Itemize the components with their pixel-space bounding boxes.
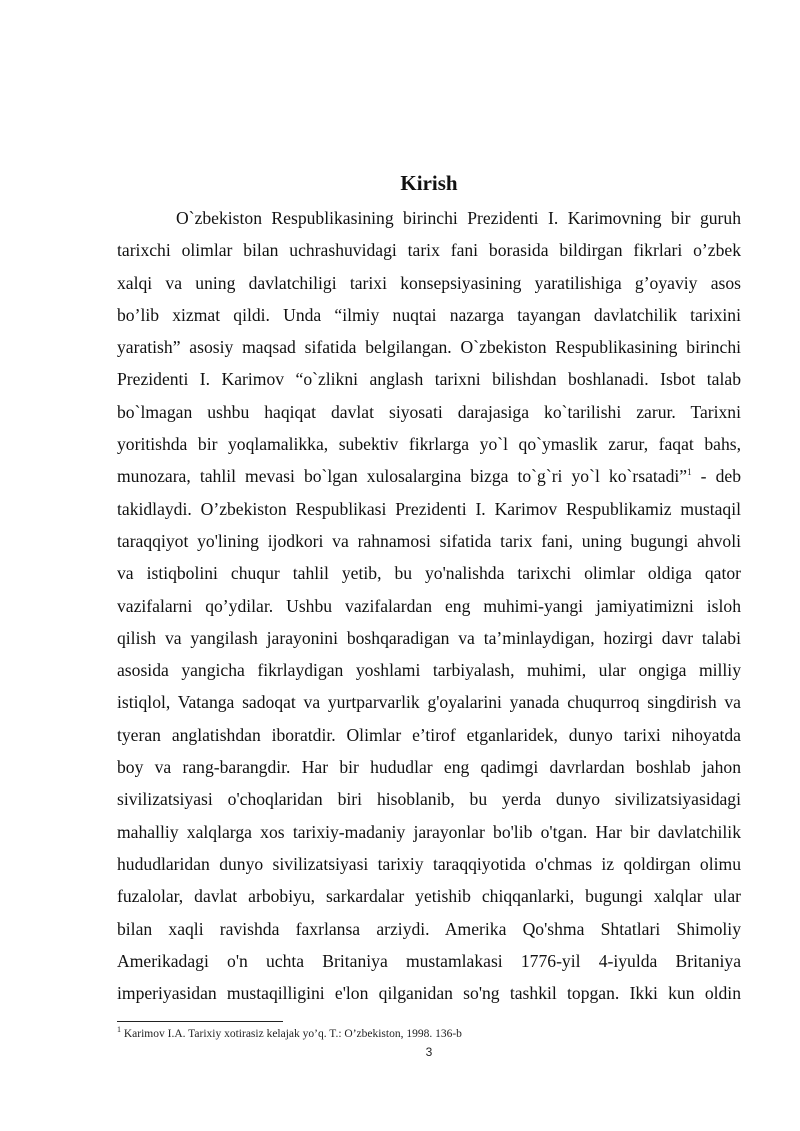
text-line: va istiqbolini chuqur tahlil yetib, bu yo'nalishda tarixchi olimlar oldiga qator bbox=[117, 563, 741, 584]
text-line: bo’lib xizmat qildi. Unda “ilmiy nuqtai nazarga tayangan davlatchilik tarixini bbox=[117, 304, 741, 325]
text-line: tyeran anglatishdan iboratdir. Olimlar e’tirof etganlaridek, dunyo tarixi nihoyatda bbox=[117, 724, 741, 745]
text-line: tarixchi olimlar bilan uchrashuvidagi tarix fani borasida bildirgan fikrlari o’zbek bbox=[117, 240, 741, 261]
text-line: bo`lmagan ushbu haqiqat davlat siyosati darajasiga ko`tarilishi zarur. Tarixni bbox=[117, 401, 741, 422]
text-line: taraqqiyot yo'lining ijodkori va rahnamosi sifatida tarix fani, uning bugungi ahvoli bbox=[117, 530, 741, 551]
footnote-reference[interactable]: 1 bbox=[687, 467, 692, 478]
page-number: 3 bbox=[425, 1045, 433, 1059]
text-line: imperiyasidan mustaqilligini e'lon qilganidan so'ng tashkil topgan. Ikki kun oldin bbox=[117, 983, 741, 1004]
footnote-mark: 1 bbox=[117, 1025, 121, 1035]
text-line: hududlaridan dunyo sivilizatsiyasi tarixiy taraqqiyotida o'chmas iz qoldirgan olimu bbox=[117, 853, 741, 874]
quote-text: munozara, tahlil mevasi bo`lgan xulosalargina bizga to`g`ri yo`l ko`rsatadi” bbox=[117, 466, 688, 487]
text-line: takidlaydi. O’zbekiston Respublikasi Prezidenti I. Karimov Respublikamiz mustaqil bbox=[117, 498, 741, 519]
text-line: Amerikadagi o'n uchta Britaniya mustamlakasi 1776-yil 4-iyulda Britaniya bbox=[117, 950, 741, 971]
text-line: fuzalolar, davlat arbobiyu, sarkardalar yetishib chiqqanlarki, bugungi xalqlar ular bbox=[117, 886, 741, 907]
text-line: sivilizatsiyasi o'choqlaridan biri hisoblanib, bu yerda dunyo sivilizatsiyasidagi bbox=[117, 789, 741, 810]
section-title: Kirish bbox=[400, 171, 458, 195]
text-line: yoritishda bir yoqlamalikka, subektiv fikrlarga yo`l qo`ymaslik zarur, faqat bahs, bbox=[117, 434, 741, 455]
footnote-separator bbox=[117, 1021, 283, 1022]
quote-tail: - deb bbox=[691, 466, 741, 487]
footnote-text: Karimov I.A. Tarixiy xotirasiz kelajak yo’q. T.: O’zbekiston, 1998. 136-b bbox=[121, 1028, 462, 1040]
body-paragraph bbox=[117, 202, 741, 1009]
text-line: qilish va yangilash jarayonini boshqaradigan va ta’minlaydigan, hozirgi davr talabi bbox=[117, 627, 741, 648]
text-line: asosida yangicha fikrlaydigan yoshlami tarbiyalash, muhimi, ular ongiga milliy bbox=[117, 660, 741, 681]
text-line: bilan xaqli ravishda faxrlansa arziydi. Amerika Qo'shma Shtatlari Shimoliy bbox=[117, 918, 741, 939]
text-line: Prezidenti I. Karimov “o`zlikni anglash tarixni bilishdan boshlanadi. Isbot talab bbox=[117, 369, 741, 390]
text-line: yaratish” asosiy maqsad sifatida belgilangan. O`zbekiston Respublikasining birinchi bbox=[117, 337, 741, 358]
footnote bbox=[117, 1027, 462, 1041]
text-line: xalqi va uning davlatchiligi tarixi konsepsiyasining yaratilishiga g’oyaviy asos bbox=[117, 272, 741, 293]
text-line: istiqlol, Vatanga sadoqat va yurtparvarlik g'oyalarini yanada chuqurroq singdirish va bbox=[117, 692, 741, 713]
text-line: mahalliy xalqlarga xos tarixiy-madaniy jarayonlar bo'lib o'tgan. Har bir davlatchilik bbox=[117, 821, 741, 842]
text-line-with-footnote bbox=[117, 460, 741, 492]
text-line: vazifalarni qo’ydilar. Ushbu vazifalardan eng muhimi-yangi jamiyatimizni isloh bbox=[117, 595, 741, 616]
text-line: O`zbekiston Respublikasining birinchi Prezidenti I. Karimovning bir guruh bbox=[176, 208, 741, 228]
text-line: boy va rang-barangdir. Har bir hududlar eng qadimgi davrlardan boshlab jahon bbox=[117, 757, 741, 778]
